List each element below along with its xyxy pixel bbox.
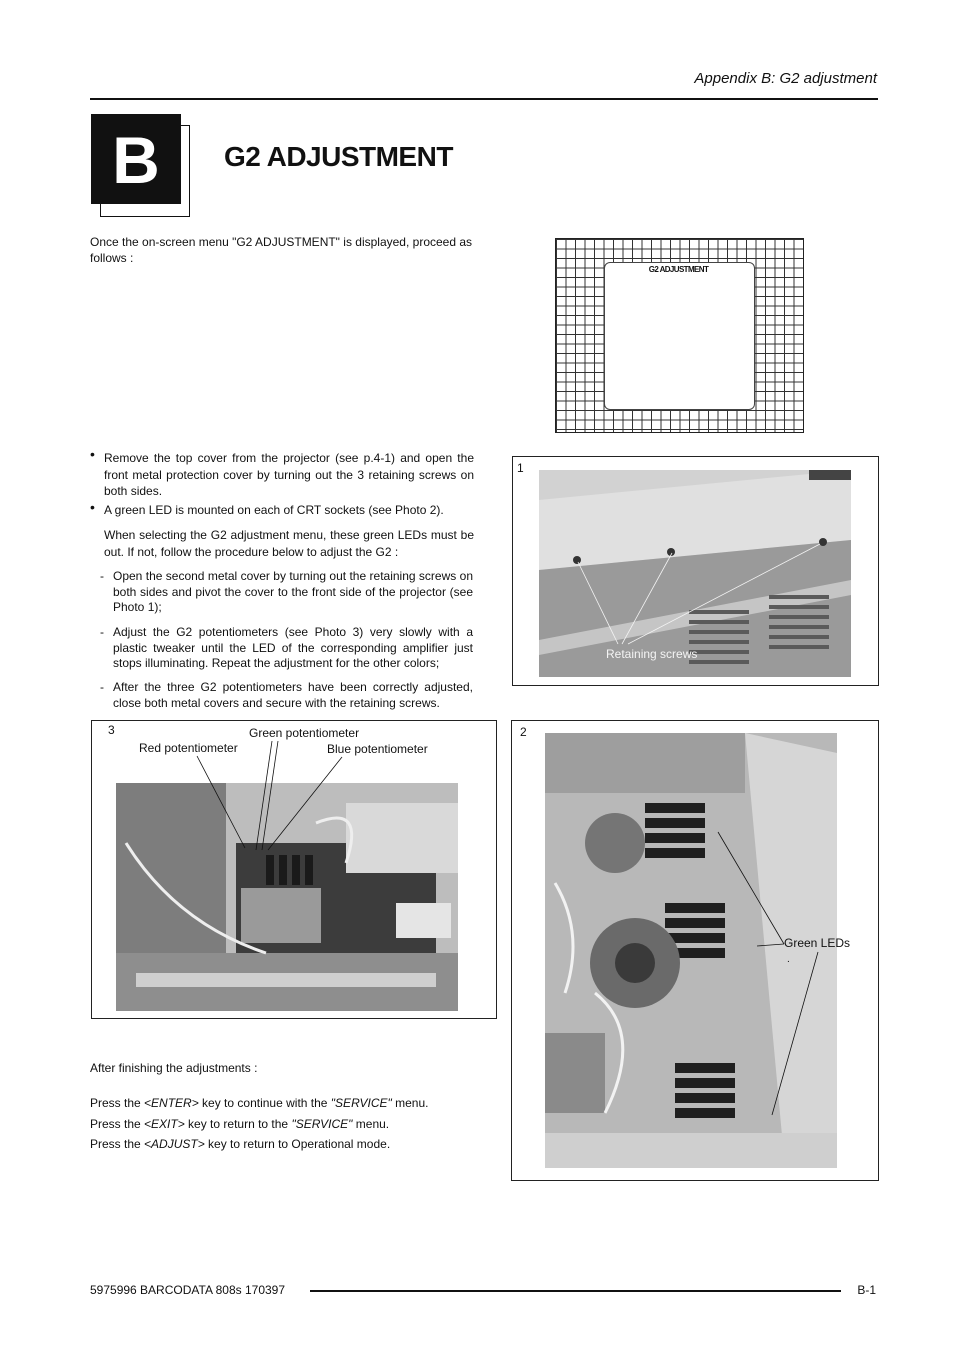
photo2-number: 2: [520, 725, 527, 739]
chapter-letter: B: [91, 114, 181, 204]
instruction-key: <EXIT>: [144, 1117, 185, 1131]
instruction-post: menu.: [391, 1096, 429, 1110]
dash-marker: -: [100, 569, 104, 583]
instruction-line: [90, 1137, 390, 1153]
running-header: Appendix B: G2 adjustment: [694, 70, 877, 87]
note-text: When selecting the G2 adjustment menu, these green LEDs must be out. If not, follow the procedure below to adjust the G2 :: [104, 528, 474, 559]
photo3-number: 3: [108, 723, 115, 737]
photo3-image: [116, 783, 458, 1011]
instruction-line: [90, 1096, 428, 1112]
intro-text: Once the on-screen menu "G2 ADJUSTMENT" is displayed, proceed as follows :: [90, 235, 473, 265]
after-lead: After finishing the adjustments :: [90, 1061, 258, 1075]
bullet-icon: •: [90, 499, 95, 515]
osd-menu-title: G2 ADJUSTMENT: [648, 265, 709, 274]
instruction-key: <ADJUST>: [144, 1137, 205, 1151]
page-number: B-1: [857, 1283, 876, 1297]
bullet-icon: •: [90, 446, 95, 462]
instruction-menu: "SERVICE": [330, 1096, 392, 1110]
photo2-callout: Green LEDs: [784, 936, 851, 950]
photo2-image: [545, 733, 837, 1168]
photo3-red-label: Red potentiometer: [139, 741, 238, 755]
dash-marker: -: [100, 680, 104, 694]
step-text: After the three G2 potentiometers have been correctly adjusted, close both metal covers and secure with the retaining screws.: [113, 680, 473, 710]
photo1-number: 1: [517, 461, 524, 475]
bullet-text: A green LED is mounted on each of CRT sockets (see Photo 2).: [104, 503, 444, 517]
instruction-mid: key to return to the: [184, 1117, 292, 1131]
instruction-post: menu.: [352, 1117, 390, 1131]
header-rule: [90, 98, 878, 100]
chapter-title: G2 ADJUSTMENT: [224, 141, 453, 172]
bullet-text: Remove the top cover from the projector (see p.4-1) and open the front metal protection cover by turning out the 3 retaining screws on both sides.: [104, 451, 474, 498]
photo1-callout: Retaining screws: [606, 647, 698, 661]
step-text: Open the second metal cover by turning out the retaining screws on both sides and pivot the cover to the front side of the projector (see Photo 1);: [113, 569, 473, 614]
photo1-image: [539, 470, 851, 677]
photo3-blue-label: Blue potentiometer: [327, 742, 428, 756]
instruction-pre: Press the: [90, 1137, 145, 1151]
instruction-key: <ENTER>: [144, 1096, 199, 1110]
osd-menu-window: [604, 262, 755, 410]
photo3-green-label: Green potentiometer: [249, 726, 360, 740]
instruction-pre: Press the: [90, 1096, 145, 1110]
step-text: Adjust the G2 potentiometers (see Photo 3) very slowly with a plastic tweaker until the LED of the corresponding amplifier just stops illuminating. Repeat the adjustment for the other colors;: [113, 625, 473, 670]
instruction-pre: Press the: [90, 1117, 145, 1131]
footer-rule: [310, 1290, 841, 1292]
dash-marker: -: [100, 625, 104, 639]
footer-doc-id: 5975996 BARCODATA 808s 170397: [90, 1283, 286, 1297]
instruction-mid: key to return to Operational mode.: [204, 1137, 391, 1151]
instruction-line: [90, 1117, 389, 1133]
photo2-callout-dot: .: [787, 954, 790, 965]
instruction-mid: key to continue with the: [198, 1096, 331, 1110]
instruction-menu: "SERVICE": [291, 1117, 353, 1131]
